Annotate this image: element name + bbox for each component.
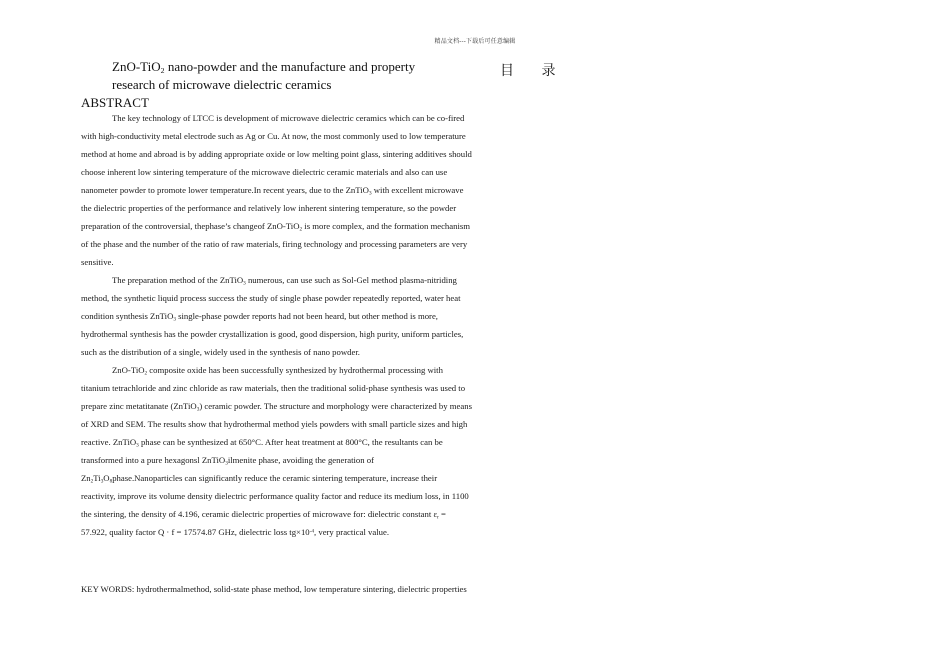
subscript: 3 [173, 316, 176, 323]
abstract-paragraph-3 [81, 361, 473, 541]
document-title [112, 58, 452, 94]
abstract-paragraph-1 [81, 109, 473, 271]
subscript: 3 [225, 460, 228, 467]
text-segment: , very practical value. [314, 527, 390, 537]
subscript: 8 [109, 478, 113, 485]
text-segment: single-phase powder reports had not been heard, but other method is more, hydrothermal synthesis has the powder crystallization is good, good dispersion, high purity, uniform particles, such as the distribution of a single, widely used in the synthesis of nano powder. [81, 311, 464, 357]
text-segment: O [103, 473, 110, 483]
text-segment: The preparation method of the ZnTiO [112, 275, 244, 285]
abstract-heading: ABSTRACT [81, 95, 149, 110]
subscript: 3 [136, 442, 139, 449]
title-subscript: 2 [160, 65, 165, 75]
subscript: 3 [100, 478, 104, 485]
text-segment: is more complex, and the formation mechanism of the phase and the number of the ratio of raw materials, firing technology and processing parameters are very sensitive. [81, 221, 471, 267]
subscript: r [437, 514, 439, 521]
subscript: 2 [299, 226, 303, 233]
key-words: KEY WORDS: hydrothermalmethod, solid-state phase method, low temperature sintering, dielectric properties [81, 584, 467, 594]
text-segment: phase.Nanoparticles can significantly reduce the ceramic sintering temperature, increase their reactivity, improve its volume density dielectric performance quality factor and reduce its medium loss, in 1100 the sintering, the density of 4.196, ceramic dielectric properties of microwave for: dielectric constant ε [81, 473, 469, 519]
text-segment: ZnO-TiO [112, 365, 145, 375]
text-segment: composite oxide has been successfully synthesized by hydrothermal processing with titanium tetrachloride and zinc chloride as raw materials, then the traditional solid-phase synthesis was used to prepare zinc metatitanate (ZnTiO [81, 365, 466, 411]
text-segment: The key technology of LTCC is development of microwave dielectric ceramics which can be co-fired with high-conductivity metal electrode such as Ag or Cu. At now, the most commonly used to low temperature method at home and abroad is by adding appropriate oxide or low melting point glass, sintering additives should choose inherent low sintering temperature of the microwave dielectric ceramic materials and also can use nanometer powder to promote lower temperature.In recent years, due to the ZnTiO [81, 113, 472, 195]
text-segment: phase can be synthesized at 650°C. After heat treatment at 800°C, the resultants can be transformed into a pure hexagonsl ZnTiO [81, 437, 443, 465]
abstract-body [81, 109, 473, 541]
title-part: nano-powder and the manufacture and property research of microwave dielectric ceramics [112, 59, 416, 92]
text-segment: ) ceramic powder. The structure and morphology were characterized by means of XRD and SEM. The results show that hydrothermal method yiels powders with small particle sizes and high reactive. ZnTiO [81, 401, 472, 447]
text-segment: ilmenite phase, avoiding the generation of Zn [81, 455, 375, 483]
title-part: ZnO-TiO [112, 59, 161, 74]
page-header-note: 精品文档---下载后可任意编辑 [434, 39, 516, 45]
text-segment: Ti [93, 473, 101, 483]
subscript: 2 [144, 370, 148, 377]
subscript: 2 [90, 478, 94, 485]
text-segment: with excellent microwave the dielectric properties of the performance and relatively low inherent sintering temperature, so the powder preparation of the controversial, thephase’s changeof ZnO-TiO [81, 185, 464, 231]
text-segment: numerous, can use such as Sol-Gel method plasma-nitriding method, the synthetic liquid process success the study of single phase powder repeatedly reported, water heat condition synthesis ZnTiO [81, 275, 461, 321]
subscript: 3 [368, 190, 372, 197]
abstract-paragraph-2 [81, 271, 473, 361]
table-of-contents-title: 目 录 [500, 64, 568, 79]
superscript: -4 [309, 528, 314, 535]
text-segment: = 57.922, quality factor Q · f = 17574.87 GHz, dielectric loss tg×10 [81, 509, 446, 537]
subscript: 3 [243, 280, 246, 287]
subscript: 3 [196, 406, 200, 413]
